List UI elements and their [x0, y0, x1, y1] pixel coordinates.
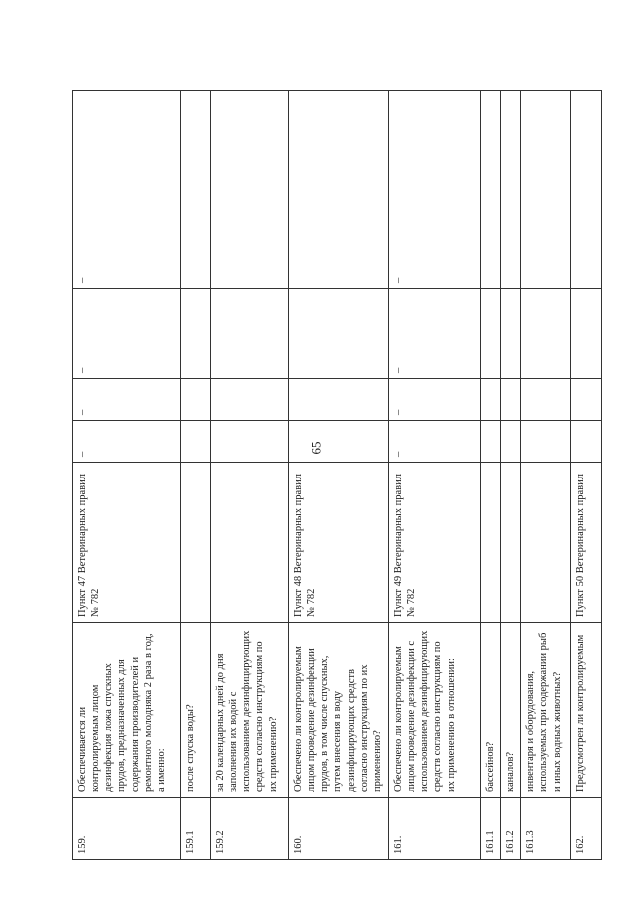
row-question: Обеспечено ли контролируемым лицом проведение дезинфекции прудов, в том числе спускных, путем внесения в воду дезинфицирующих средств согласно инструкциям по их применению? [289, 623, 389, 798]
row-comment [289, 91, 389, 289]
row-number: 159.2 [211, 798, 289, 860]
row-answer-yes [521, 421, 571, 463]
row-number: 161.1 [481, 798, 501, 860]
row-reference: Пункт 47 Ветеринарных правил № 782 [73, 463, 181, 623]
row-number: 159. [73, 798, 181, 860]
row-question: за 20 календарных дней до дня заполнения их водой с использованием дезинфицирующих средств согласно инструкциям по их применению? [211, 623, 289, 798]
row-answer-na [481, 289, 501, 379]
row-answer-na [289, 289, 389, 379]
row-number: 160. [289, 798, 389, 860]
row-number: 161. [389, 798, 481, 860]
table-row [181, 91, 211, 860]
row-question: после спуска воды? [181, 623, 211, 798]
page-number: 65 [308, 441, 324, 455]
checklist-table [72, 90, 602, 860]
row-answer-no [211, 379, 289, 421]
row-answer-na [181, 289, 211, 379]
row-reference: Пункт 50 Ветеринарных правил [571, 463, 602, 623]
table-row [211, 91, 289, 860]
row-answer-yes [571, 421, 602, 463]
row-reference [501, 463, 521, 623]
table-row [289, 91, 389, 860]
row-answer-yes [211, 421, 289, 463]
row-reference [211, 463, 289, 623]
row-answer-na [521, 289, 571, 379]
table-row [481, 91, 501, 860]
row-answer-no: – [73, 379, 181, 421]
row-answer-no [521, 379, 571, 421]
row-answer-no: – [389, 379, 481, 421]
row-number: 161.3 [521, 798, 571, 860]
row-reference [521, 463, 571, 623]
row-answer-na: – [73, 289, 181, 379]
row-answer-yes [501, 421, 521, 463]
row-answer-no [181, 379, 211, 421]
row-question: Предусмотрен ли контролируемым [571, 623, 602, 798]
row-reference [181, 463, 211, 623]
row-number: 161.2 [501, 798, 521, 860]
row-question: бассейнов? [481, 623, 501, 798]
table-row [501, 91, 521, 860]
row-comment [521, 91, 571, 289]
row-comment [211, 91, 289, 289]
row-question: каналов? [501, 623, 521, 798]
row-comment [501, 91, 521, 289]
table-row [389, 91, 481, 860]
row-reference: Пункт 48 Ветеринарных правил № 782 [289, 463, 389, 623]
row-comment [571, 91, 602, 289]
table-row [571, 91, 602, 860]
row-comment: – [73, 91, 181, 289]
row-comment [481, 91, 501, 289]
row-comment: – [389, 91, 481, 289]
row-answer-yes [289, 421, 389, 463]
row-question: инвентаря и оборудования, используемых при содержании рыб и иных водных животных? [521, 623, 571, 798]
row-answer-yes: – [389, 421, 481, 463]
row-reference: Пункт 49 Ветеринарных правил № 782 [389, 463, 481, 623]
row-answer-na: – [389, 289, 481, 379]
row-number: 162. [571, 798, 602, 860]
row-answer-no [289, 379, 389, 421]
row-answer-no [501, 379, 521, 421]
row-number: 159.1 [181, 798, 211, 860]
row-question: Обеспечивается ли контролируемым лицом дезинфекция ложа спускных прудов, предназначенных для содержания производителей и ремонтного молодняка 2 раза в год, а именно: [73, 623, 181, 798]
row-comment [181, 91, 211, 289]
table-row [73, 91, 181, 860]
row-reference [481, 463, 501, 623]
row-answer-na [211, 289, 289, 379]
row-answer-na [501, 289, 521, 379]
row-question: Обеспечено ли контролируемым лицом проведение дезинфекции с использованием дезинфицирующих средств согласно инструкциям по их применению в отношении: [389, 623, 481, 798]
checklist-table-container [72, 90, 597, 860]
row-answer-yes [181, 421, 211, 463]
row-answer-no [571, 379, 602, 421]
row-answer-yes: – [73, 421, 181, 463]
row-answer-na [571, 289, 602, 379]
row-answer-yes [481, 421, 501, 463]
row-answer-no [481, 379, 501, 421]
table-row [521, 91, 571, 860]
